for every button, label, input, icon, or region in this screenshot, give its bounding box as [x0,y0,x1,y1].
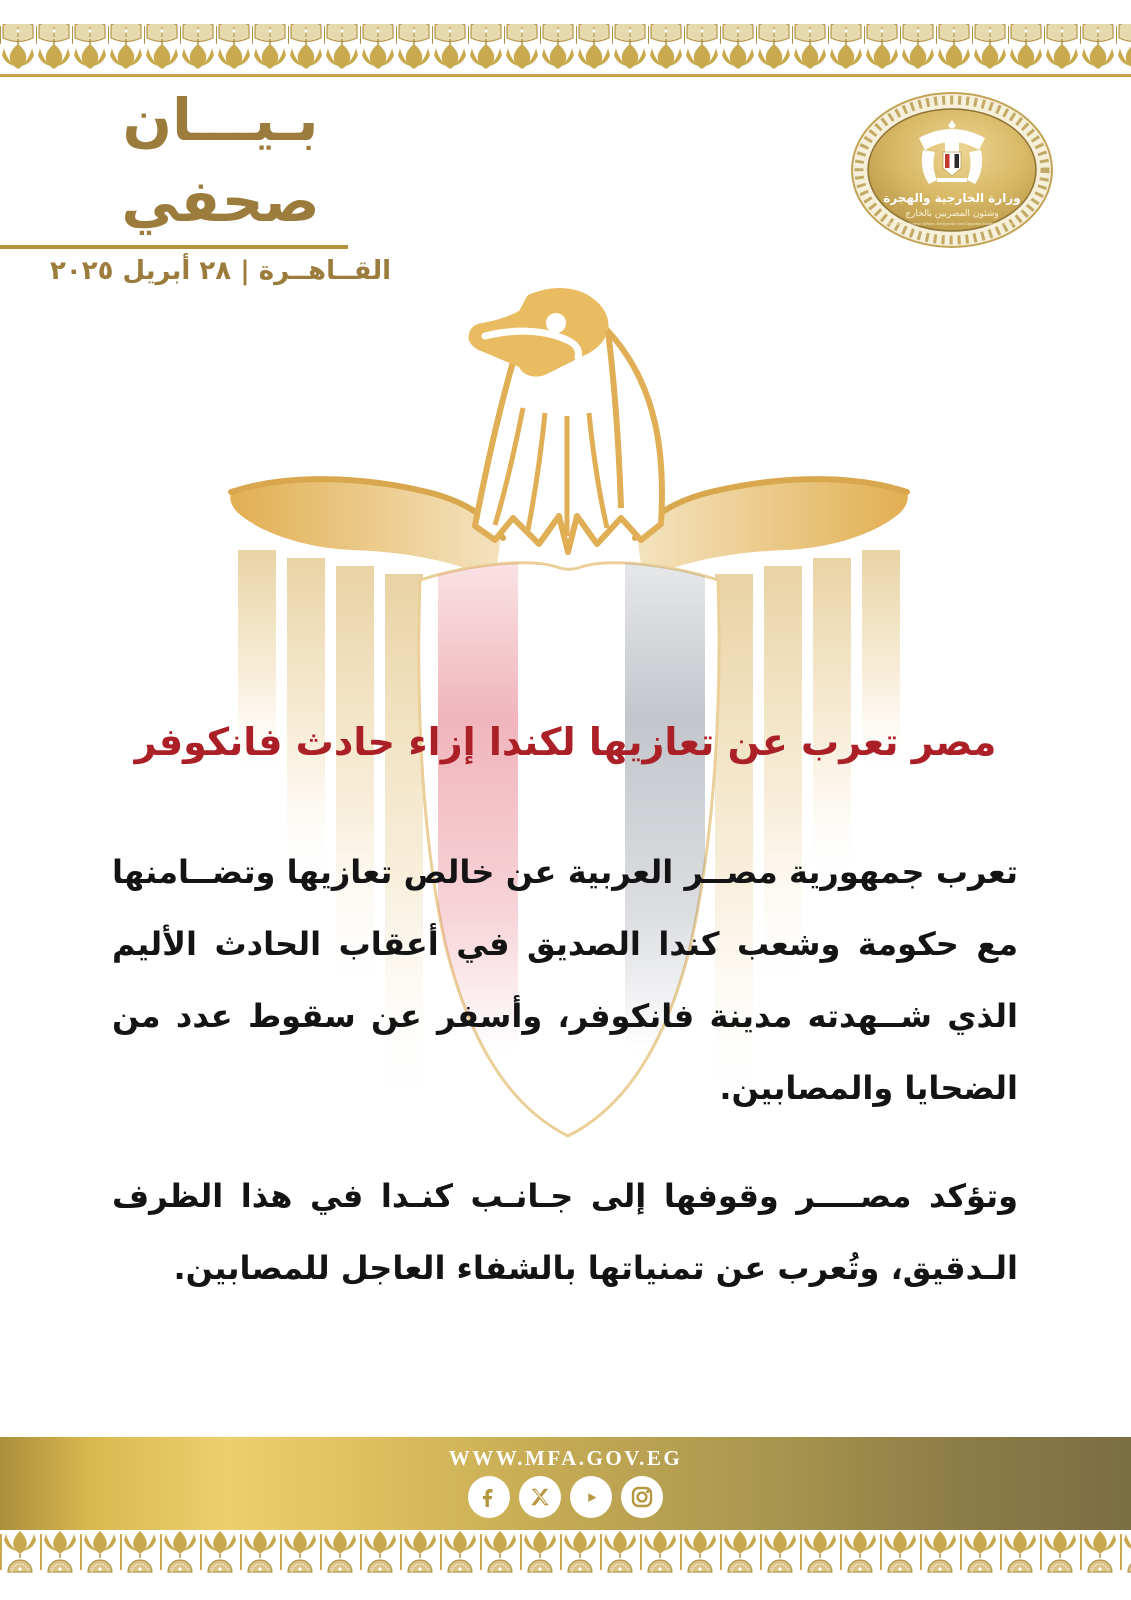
statement-headline: مصر تعرب عن تعازيها لكندا إزاء حادث فانكوفر [134,720,997,764]
youtube-icon[interactable] [570,1476,612,1518]
top-gold-rule [0,74,1131,77]
x-twitter-icon[interactable] [519,1476,561,1518]
top-lotus-border [0,24,1131,70]
seal-ministry-name-ar: وزارة الخارجية والهجرة [883,191,1021,205]
seal-ministry-name-ar-2: وشئون المصريين بالخارج [905,209,999,219]
footer-band [0,1437,1131,1530]
facebook-icon[interactable] [468,1476,510,1518]
instagram-icon[interactable] [621,1476,663,1518]
header-title-block [48,80,393,286]
seal-ministry-name-en: Ministry of Foreign Affairs, Emigration and Egyptian Expatriates Affairs [888,222,1016,226]
press-statement-title: بـيـــان صحفي [121,86,320,236]
header-gold-rule [0,245,348,249]
location-date: القــاهــرة | ٢٨ أبريل ٢٠٢٥ [49,256,391,287]
statement-body [112,836,1018,1304]
statement-paragraph-2: وتؤكد مصــــر وقوفها إلى جـانـب كنـدا في هذا الظرف الـدقيق، وتُعرب عن تمنياتها بالشفاء العاجل للمصابين. [112,1177,1018,1287]
ministry-seal [849,90,1055,250]
social-icons-row [0,1476,1131,1518]
statement-paragraph-1: تعرب جمهورية مصــر العربية عن خالص تعازيها وتضــامنها مع حكومة وشعب كندا الصديق في أعقاب الحادث الأليم الذي شــهدته مدينة فانكوفر، وأسفر عن سقوط عدد من الضحايا والمصابين. [112,853,1018,1107]
ministry-website-url: WWW.MFA.GOV.EG [448,1446,683,1470]
bottom-lotus-border [0,1530,1131,1575]
